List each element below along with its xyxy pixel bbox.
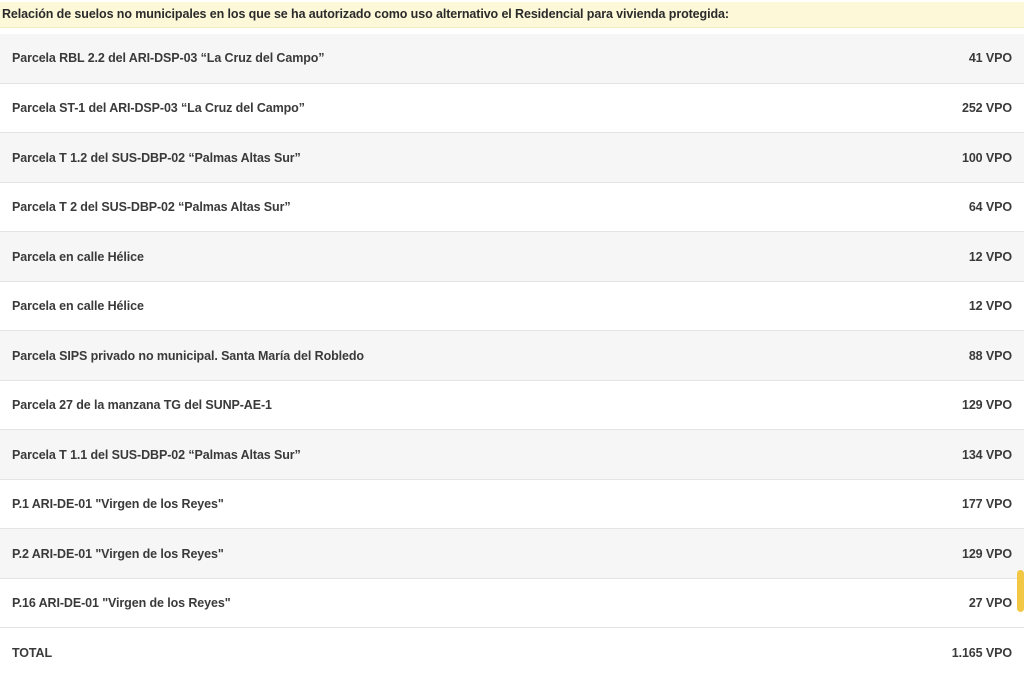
parcel-name: Parcela T 1.1 del SUS-DBP-02 “Palmas Altas Sur” xyxy=(0,430,850,480)
table-row xyxy=(0,529,1024,579)
parcel-value: 129 VPO xyxy=(850,529,1024,579)
parcel-name: P.2 ARI-DE-01 "Virgen de los Reyes" xyxy=(0,529,850,579)
parcel-value: 134 VPO xyxy=(850,430,1024,480)
total-label: TOTAL xyxy=(0,628,850,677)
parcels-table-body xyxy=(0,34,1024,677)
parcels-table xyxy=(0,34,1024,677)
parcel-name: Parcela T 1.2 del SUS-DBP-02 “Palmas Altas Sur” xyxy=(0,133,850,183)
parcel-value: 100 VPO xyxy=(850,133,1024,183)
table-row xyxy=(0,34,1024,84)
parcel-value: 88 VPO xyxy=(850,331,1024,381)
table-row xyxy=(0,430,1024,480)
parcel-name: Parcela T 2 del SUS-DBP-02 “Palmas Altas Sur” xyxy=(0,182,850,232)
table-row xyxy=(0,83,1024,133)
parcel-value: 12 VPO xyxy=(850,281,1024,331)
parcel-name: Parcela ST-1 del ARI-DSP-03 “La Cruz del Campo” xyxy=(0,83,850,133)
parcel-name: Parcela en calle Hélice xyxy=(0,281,850,331)
parcel-value: 129 VPO xyxy=(850,380,1024,430)
parcel-value: 252 VPO xyxy=(850,83,1024,133)
parcel-value: 177 VPO xyxy=(850,479,1024,529)
table-row xyxy=(0,479,1024,529)
total-value: 1.165 VPO xyxy=(850,628,1024,677)
document-page xyxy=(0,2,1024,674)
parcel-name: Parcela SIPS privado no municipal. Santa María del Robledo xyxy=(0,331,850,381)
table-row xyxy=(0,232,1024,282)
vertical-scrollbar-thumb[interactable] xyxy=(1017,570,1024,612)
parcel-value: 12 VPO xyxy=(850,232,1024,282)
page-title: Relación de suelos no municipales en los que se ha autorizado como uso alternativo el Residencial para vivienda protegida: xyxy=(0,2,1024,28)
parcel-name: P.1 ARI-DE-01 "Virgen de los Reyes" xyxy=(0,479,850,529)
parcel-name: Parcela RBL 2.2 del ARI-DSP-03 “La Cruz del Campo” xyxy=(0,34,850,84)
parcel-name: Parcela en calle Hélice xyxy=(0,232,850,282)
table-row xyxy=(0,281,1024,331)
parcel-value: 41 VPO xyxy=(850,34,1024,84)
parcel-name: P.16 ARI-DE-01 "Virgen de los Reyes" xyxy=(0,578,850,628)
table-row-total xyxy=(0,628,1024,677)
parcel-name: Parcela 27 de la manzana TG del SUNP-AE-1 xyxy=(0,380,850,430)
table-row xyxy=(0,133,1024,183)
table-row xyxy=(0,578,1024,628)
parcel-value: 64 VPO xyxy=(850,182,1024,232)
table-row xyxy=(0,380,1024,430)
table-row xyxy=(0,331,1024,381)
parcel-value: 27 VPO xyxy=(850,578,1024,628)
table-row xyxy=(0,182,1024,232)
